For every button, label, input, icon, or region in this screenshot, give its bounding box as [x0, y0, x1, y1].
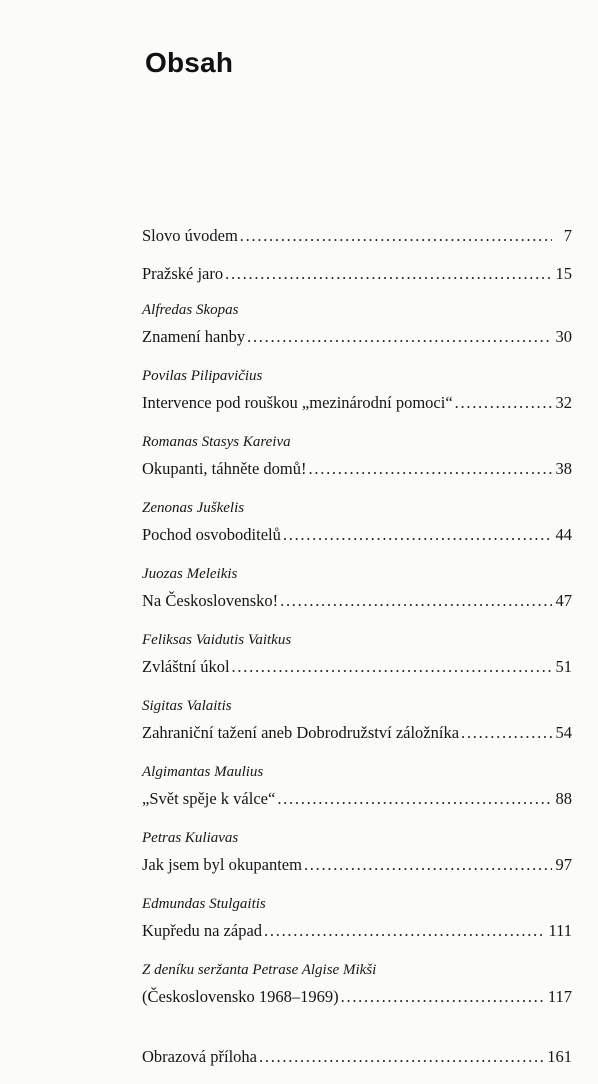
toc-entry [142, 961, 572, 1008]
toc-line [142, 263, 572, 285]
entry-title: „Svět spěje k válce“ [142, 789, 276, 808]
toc-entry [142, 829, 572, 876]
dot-leader [277, 788, 551, 810]
toc-line [142, 854, 572, 876]
entry-author: Povilas Pilipavičius [142, 368, 263, 384]
page-number: 38 [555, 459, 572, 478]
entry-title: Zvláštní úkol [142, 657, 230, 676]
entry-title: Pražské jaro [142, 264, 224, 283]
dot-leader [259, 1046, 543, 1068]
entry-title: Pochod osvoboditelů [142, 525, 281, 544]
dot-leader [461, 722, 551, 744]
toc-line [142, 722, 572, 744]
entry-title: Znamení hanby [142, 327, 246, 346]
page-number: 15 [555, 264, 572, 283]
page-number: 161 [547, 1047, 572, 1066]
page-number: 30 [555, 327, 572, 346]
page-number: 7 [563, 226, 572, 245]
toc-entry [142, 433, 572, 480]
entry-author: Feliksas Vaidutis Vaitkus [142, 632, 292, 648]
toc-entry [142, 499, 572, 546]
entry-author: Juozas Meleikis [142, 566, 238, 582]
entry-author: Z deníku seržanta Petrase Algise Mikši [142, 962, 377, 978]
dot-leader [341, 986, 544, 1008]
dot-leader [280, 590, 551, 612]
entry-title: (Československo 1968–1969) [142, 987, 339, 1006]
entry-title: Jak jsem byl okupantem [142, 855, 302, 874]
entry-title: Okupanti, táhněte domů! [142, 459, 307, 478]
entry-title: Intervence pod rouškou „mezinárodní pomoci“ [142, 393, 453, 412]
page-number: 47 [555, 591, 572, 610]
dot-leader [304, 854, 552, 876]
toc-entry [142, 225, 572, 247]
page-number: 44 [555, 525, 572, 544]
entry-author: Edmundas Stulgaitis [142, 896, 266, 912]
entry-author: Sigitas Valaitis [142, 698, 232, 714]
toc-line [142, 590, 572, 612]
dot-leader [225, 263, 551, 285]
toc-entry [142, 895, 572, 942]
toc-line [142, 986, 572, 1008]
toc-entry [142, 263, 572, 285]
toc-entry [142, 301, 572, 348]
toc-entry [142, 697, 572, 744]
toc-entry [142, 763, 572, 810]
dot-leader [240, 225, 552, 247]
entry-author: Algimantas Maulius [142, 764, 264, 780]
entry-title: Kupředu na západ [142, 921, 263, 940]
dot-leader [232, 656, 552, 678]
page-number: 88 [555, 789, 572, 808]
toc-entry [142, 367, 572, 414]
page-number: 32 [555, 393, 572, 412]
dot-leader [283, 524, 552, 546]
table-of-contents [142, 225, 572, 1084]
page-number: 97 [555, 855, 572, 874]
entry-title: Zahraniční tažení aneb Dobrodružství záložníka [142, 723, 460, 742]
toc-line [142, 524, 572, 546]
toc-entry [142, 1046, 572, 1068]
page-number: 117 [547, 987, 572, 1006]
entry-title: Na Československo! [142, 591, 279, 610]
toc-line [142, 656, 572, 678]
entry-author: Romanas Stasys Kareiva [142, 434, 291, 450]
page-number: 111 [548, 921, 572, 940]
dot-leader [264, 920, 544, 942]
toc-line [142, 458, 572, 480]
entry-title: Slovo úvodem [142, 226, 238, 245]
dot-leader [455, 392, 552, 414]
dot-leader [247, 326, 551, 348]
toc-line [142, 392, 572, 414]
entry-title: Obrazová příloha [142, 1047, 257, 1066]
toc-line [142, 326, 572, 348]
entry-author: Petras Kuliavas [142, 830, 239, 846]
toc-entry [142, 631, 572, 678]
entry-author: Zenonas Juškelis [142, 500, 245, 516]
page-title: Obsah [145, 47, 234, 78]
toc-line [142, 788, 572, 810]
entry-author: Alfredas Skopas [142, 302, 239, 318]
page-number: 54 [555, 723, 572, 742]
dot-leader [309, 458, 552, 480]
page-number: 51 [555, 657, 572, 676]
toc-line [142, 1046, 572, 1068]
toc-line [142, 225, 572, 247]
toc-entry [142, 565, 572, 612]
toc-line [142, 920, 572, 942]
